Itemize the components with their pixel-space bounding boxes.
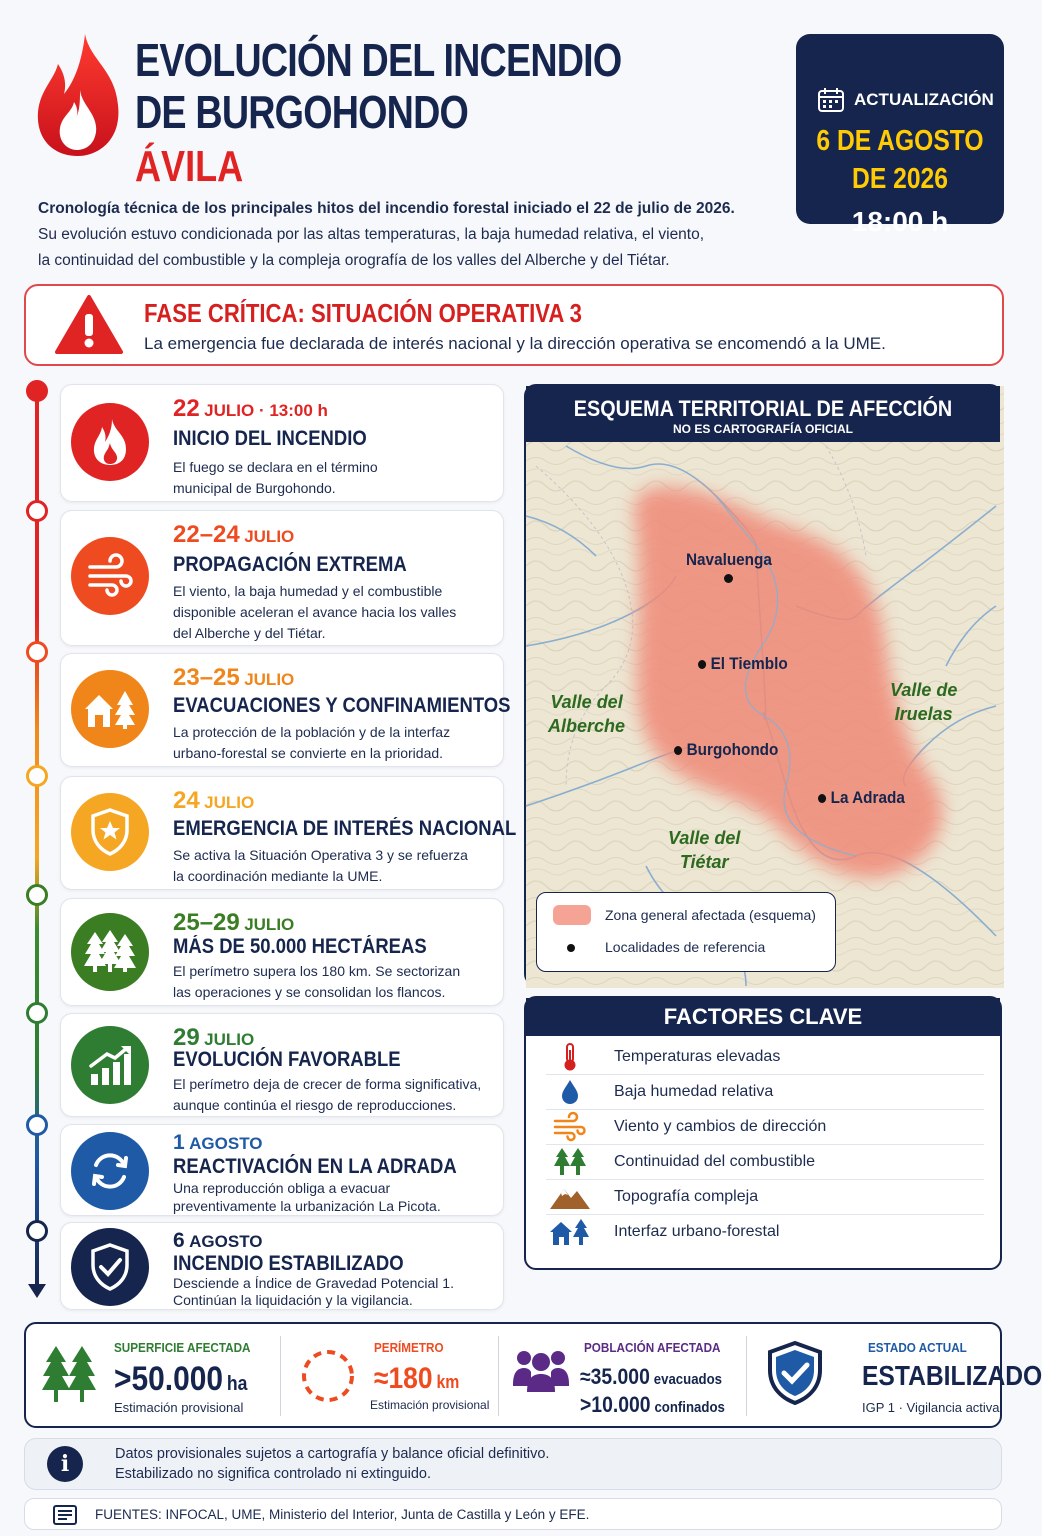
calendar-icon xyxy=(818,88,844,112)
valley-iruelas: Valle de Iruelas xyxy=(890,680,958,724)
timeline-card-national-emergency xyxy=(60,776,517,890)
card-date: 25–29 JULIO xyxy=(173,909,295,936)
territorial-map xyxy=(524,384,1002,986)
stat-population: POBLACIÓN AFECTADA ≈35.000 evacuados >10.000 confinados xyxy=(500,1324,744,1426)
card-desc: El perímetro supera los 180 km. Se sectorizan las operaciones y se consolidan los flancos. xyxy=(173,963,461,1000)
timeline-start-dot xyxy=(26,380,48,402)
factor-row: Continuidad del combustible xyxy=(546,1145,984,1180)
card-title: INCENDIO ESTABILIZADO xyxy=(173,1252,404,1275)
update-date xyxy=(812,122,989,198)
update-box xyxy=(796,34,1004,237)
town-dot xyxy=(724,574,733,583)
card-date: 29 JULIO xyxy=(173,1024,255,1051)
document-icon xyxy=(53,1505,77,1525)
card-desc: El fuego se declara en el término municipal de Burgohondo. xyxy=(173,459,378,496)
factor-row: Baja humedad relativa xyxy=(546,1075,984,1110)
refresh-icon xyxy=(71,1132,149,1210)
card-title: INICIO DEL INCENDIO xyxy=(173,427,367,450)
forest-icon xyxy=(71,913,149,991)
factor-row: Interfaz urbano-forestal xyxy=(546,1215,984,1250)
note-line-2: Estabilizado no significa controlado ni extinguido. xyxy=(115,1466,431,1482)
title-region: ÁVILA xyxy=(135,142,244,191)
map-subtitle: NO ES CARTOGRAFÍA OFICIAL xyxy=(673,422,853,436)
intro-bold: Cronología técnica de los principales hitos del incendio forestal iniciado el 22 de julio de 2026. xyxy=(38,200,735,217)
valley-tietar: Valle del Tiétar xyxy=(668,828,741,872)
stat-perimeter: PERÍMETRO ≈180 km Estimación provisional xyxy=(282,1324,496,1426)
legend-town-dot xyxy=(567,944,575,952)
trend-chart-icon xyxy=(71,1026,149,1104)
town-la-adrada: La Adrada xyxy=(818,788,905,808)
timeline-arrow-icon xyxy=(26,1282,48,1300)
shield-check-icon xyxy=(766,1340,824,1406)
timeline-dot xyxy=(26,1114,48,1136)
divider xyxy=(746,1336,747,1416)
legend-area-label: Zona general afectada (esquema) xyxy=(605,907,816,923)
people-icon xyxy=(512,1346,570,1394)
card-title: EVACUACIONES Y CONFINAMIENTOS xyxy=(173,694,511,717)
timeline-dot xyxy=(26,765,48,787)
card-date: 1 AGOSTO xyxy=(173,1131,263,1154)
alert-text: La emergencia fue declarada de interés nacional y la dirección operativa se encomendó a la UME. xyxy=(144,334,886,353)
card-title: EVOLUCIÓN FAVORABLE xyxy=(173,1048,401,1071)
update-label: ACTUALIZACIÓN xyxy=(854,90,994,109)
map-header xyxy=(526,386,1000,442)
update-date-line-2: DE 2026 xyxy=(852,163,948,195)
disclaimer-note xyxy=(24,1438,1002,1490)
divider xyxy=(498,1336,499,1416)
card-date: 22 JULIO · 13:00 h xyxy=(173,395,328,422)
card-date: 6 AGOSTO xyxy=(173,1229,263,1252)
card-title: REACTIVACIÓN EN LA ADRADA xyxy=(173,1155,457,1178)
card-date: 22–24 JULIO xyxy=(173,521,295,548)
critical-alert xyxy=(24,284,1004,366)
card-date: 24 JULIO xyxy=(173,787,255,814)
intro-line-2: Su evolución estuvo condicionada por las altas temperaturas, la baja humedad relativa, el viento, xyxy=(38,226,705,243)
warning-icon xyxy=(54,294,124,356)
info-icon: i xyxy=(47,1446,83,1482)
wind-icon xyxy=(71,537,149,615)
update-date-line-1: 6 DE AGOSTO xyxy=(816,125,984,157)
card-date: 23–25 JULIO xyxy=(173,664,295,691)
sources-text: FUENTES: INFOCAL, UME, Ministerio del Interior, Junta de Castilla y León y EFE. xyxy=(95,1507,590,1522)
factor-row: Viento y cambios de dirección xyxy=(546,1110,984,1145)
map-legend xyxy=(536,892,836,972)
perimeter-circle-icon xyxy=(300,1348,356,1404)
water-drop-icon xyxy=(550,1077,590,1107)
wind-icon xyxy=(550,1112,590,1142)
stats-panel xyxy=(24,1322,1042,1428)
town-burgohondo: Burgohondo xyxy=(674,740,778,760)
timeline-dot xyxy=(26,1220,48,1242)
stat-surface: SUPERFICIE AFECTADA >50.000 ha Estimación provisional xyxy=(26,1324,278,1426)
card-title: EMERGENCIA DE INTERÉS NACIONAL xyxy=(173,817,517,840)
town-el-tiemblo: El Tiemblo xyxy=(698,654,788,674)
key-factors xyxy=(524,996,1002,1270)
flame-logo-icon xyxy=(30,30,130,160)
timeline-line xyxy=(35,390,39,1290)
note-line-1: Datos provisionales sujetos a cartografía y balance oficial definitivo. xyxy=(115,1446,550,1462)
map-title: ESQUEMA TERRITORIAL DE AFECCIÓN xyxy=(573,396,953,421)
timeline-card-hectares xyxy=(60,898,504,1006)
sources-bar xyxy=(24,1498,1002,1530)
timeline-dot xyxy=(26,1002,48,1024)
trees-icon xyxy=(550,1147,590,1177)
factor-row: Temperaturas elevadas xyxy=(546,1040,984,1075)
card-desc: La protección de la población y de la interfaz urbano-forestal se convierte en la prioridad. xyxy=(173,724,451,761)
valley-alberche: Valle del Alberche xyxy=(548,692,626,736)
alert-title: FASE CRÍTICA: SITUACIÓN OPERATIVA 3 xyxy=(144,298,582,328)
card-title: MÁS DE 50.000 HECTÁREAS xyxy=(173,935,427,958)
house-trees-icon xyxy=(71,670,149,748)
card-desc: Desciende a Índice de Gravedad Potencial 1. Continúan la liquidación y la vigilancia. xyxy=(173,1275,454,1308)
update-time: 18:00 h xyxy=(851,206,949,237)
thermometer-icon xyxy=(550,1042,590,1072)
timeline-dot xyxy=(26,884,48,906)
timeline-dot xyxy=(26,500,48,522)
divider xyxy=(280,1336,281,1416)
legend-area-swatch xyxy=(553,905,591,925)
card-title: PROPAGACIÓN EXTREMA xyxy=(173,553,407,576)
card-desc: Se activa la Situación Operativa 3 y se refuerza la coordinación mediante la UME. xyxy=(173,847,468,884)
timeline-card-favorable xyxy=(60,1013,504,1117)
fire-icon xyxy=(71,403,149,481)
title-line-1: EVOLUCIÓN DEL INCENDIO xyxy=(135,34,622,86)
house-tree-icon xyxy=(550,1217,590,1247)
card-desc: Una reproducción obliga a evacuar preventivamente la urbanización La Picota. xyxy=(173,1180,441,1214)
shield-star-icon xyxy=(71,793,149,871)
card-desc: El perímetro deja de crecer de forma significativa, aunque continúa el riesgo de reproducciones. xyxy=(173,1076,482,1113)
town-navaluenga: Navaluenga xyxy=(686,550,772,569)
timeline-card-start xyxy=(60,384,504,502)
timeline-card-stabilized xyxy=(60,1222,504,1310)
card-desc: El viento, la baja humedad y el combustible disponible aceleran el avance hacia los valles del Alberche y del Tiétar. xyxy=(173,583,457,641)
timeline-card-evacuations xyxy=(60,653,511,767)
intro-text xyxy=(38,196,778,274)
stat-status: ESTADO ACTUAL ESTABILIZADO IGP 1 · Vigilancia activa xyxy=(748,1324,1002,1426)
title-line-2: DE BURGOHONDO xyxy=(135,86,469,138)
legend-town-label: Localidades de referencia xyxy=(605,939,766,955)
timeline-card-reactivation xyxy=(60,1124,504,1216)
intro-line-3: la continuidad del combustible y la compleja orografía de los valles del Alberche y del Tiétar. xyxy=(38,252,670,269)
shield-check-icon xyxy=(71,1228,149,1306)
timeline-card-propagation xyxy=(60,510,504,646)
mountain-icon xyxy=(550,1182,590,1212)
trees-icon xyxy=(42,1344,98,1404)
factor-row: Topografía compleja xyxy=(546,1180,984,1215)
factors-title: FACTORES CLAVE xyxy=(526,998,1000,1036)
timeline-dot xyxy=(26,641,48,663)
